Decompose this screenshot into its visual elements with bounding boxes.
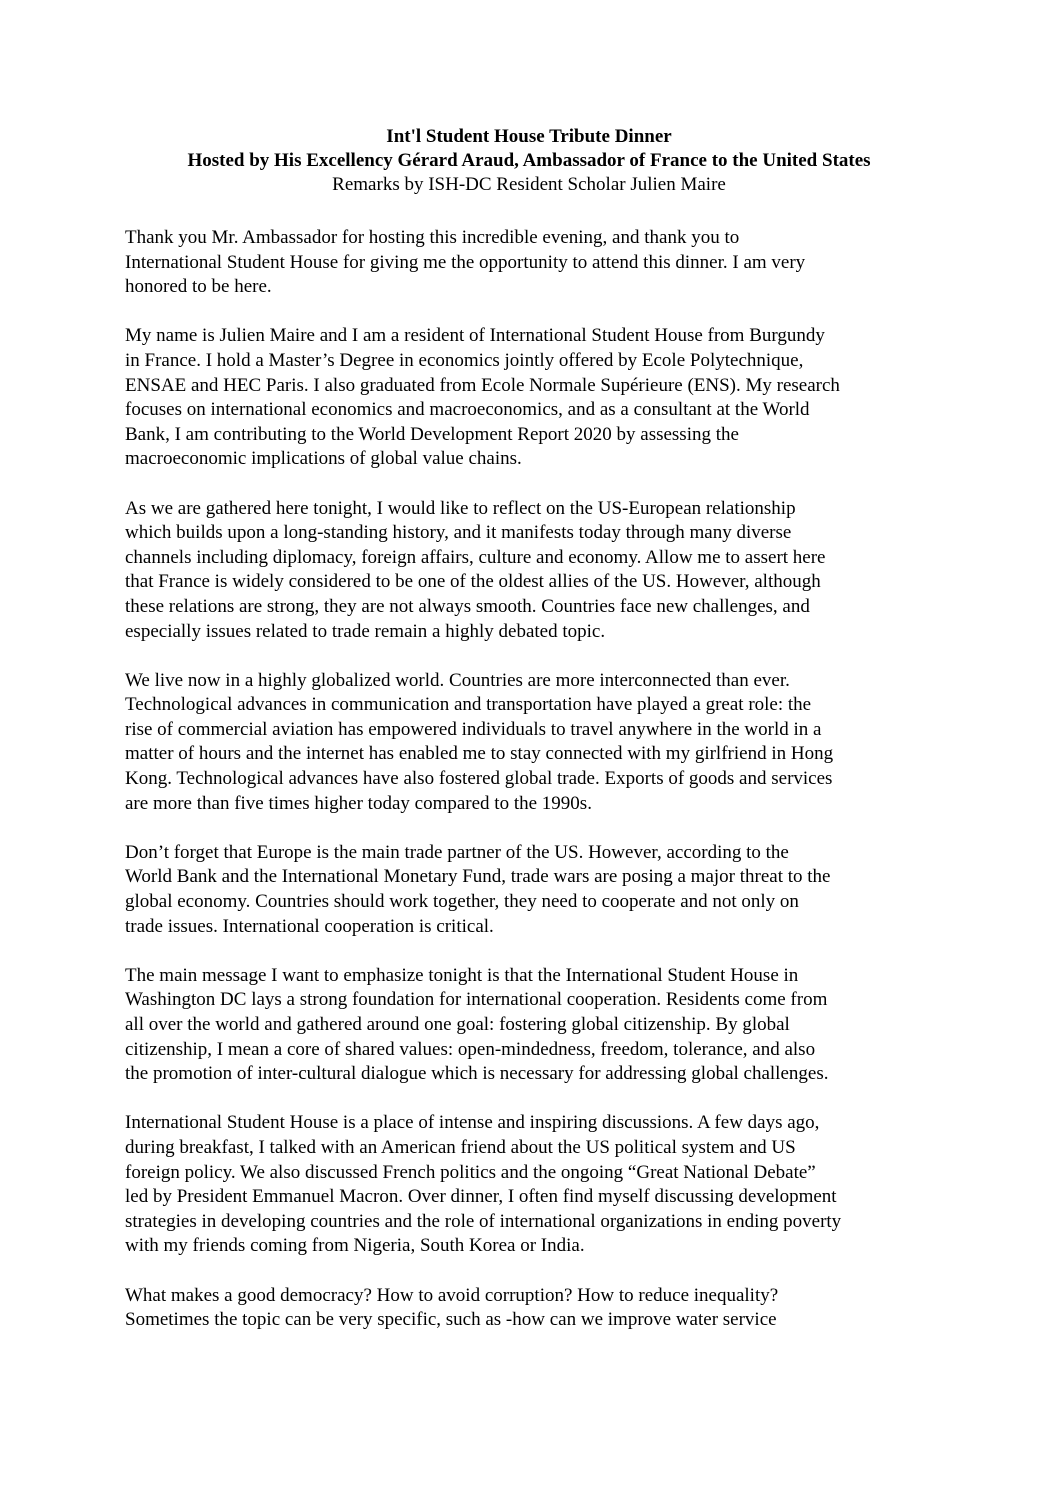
paragraph-line: ENSAE and HEC Paris. I also graduated from Ecole Normale Supérieure (ENS). My research <box>125 374 840 396</box>
paragraph-line: strategies in developing countries and the role of international organizations in ending poverty <box>125 1210 842 1232</box>
paragraph-line: What makes a good democracy? How to avoid corruption? How to reduce inequality? <box>125 1284 779 1306</box>
paragraph-line: matter of hours and the internet has enabled me to stay connected with my girlfriend in Hong <box>125 743 834 765</box>
paragraph-line: all over the world and gathered around one goal: fostering global citizenship. By global <box>125 1014 790 1035</box>
paragraph-line: macroeconomic implications of global value chains. <box>125 448 522 470</box>
paragraph-line: with my friends coming from Nigeria, South Korea or India. <box>125 1235 585 1257</box>
paragraph-line: that France is widely considered to be one of the oldest allies of the US. However, although <box>125 571 821 593</box>
body-paragraph <box>125 841 945 939</box>
paragraph-line: which builds upon a long-standing history, and it manifests today through many diverse <box>125 522 792 544</box>
paragraph-line: especially issues related to trade remain a highly debated topic. <box>125 620 606 642</box>
paragraph-line: led by President Emmanuel Macron. Over dinner, I often find myself discussing development <box>125 1186 837 1208</box>
document-title-line-1: Int'l Student House Tribute Dinner <box>386 126 672 147</box>
document-subtitle: Remarks by ISH-DC Resident Scholar Julien Maire <box>332 174 726 195</box>
body-paragraph <box>125 669 945 817</box>
paragraph-line: honored to be here. <box>125 276 272 298</box>
body-paragraph <box>125 1111 945 1259</box>
paragraph-line: rise of commercial aviation has empowered individuals to travel anywhere in the world in a <box>125 718 822 740</box>
paragraph-line: Washington DC lays a strong foundation for international cooperation. Residents come from <box>125 989 828 1011</box>
paragraph-line: foreign policy. We also discussed French politics and the ongoing “Great National Debate” <box>125 1161 816 1183</box>
paragraph-line: We live now in a highly globalized world. Countries are more interconnected than ever. <box>125 669 790 691</box>
paragraph-line: My name is Julien Maire and I am a resident of International Student House from Burgundy <box>125 325 825 347</box>
paragraph-line: are more than five times higher today compared to the 1990s. <box>125 792 592 814</box>
body-paragraph <box>125 226 945 300</box>
paragraph-line: the promotion of inter-cultural dialogue which is necessary for addressing global challenges. <box>125 1063 829 1085</box>
body-paragraph <box>125 964 945 1087</box>
paragraph-line: during breakfast, I talked with an American friend about the US political system and US <box>125 1136 796 1158</box>
paragraph-line: these relations are strong, they are not always smooth. Countries face new challenges, and <box>125 595 810 617</box>
paragraph-line: International Student House is a place of intense and inspiring discussions. A few days ago, <box>125 1112 820 1134</box>
paragraph-line: Sometimes the topic can be very specific, such as -how can we improve water service <box>125 1309 777 1331</box>
paragraph-line: Don’t forget that Europe is the main trade partner of the US. However, according to the <box>125 841 789 863</box>
paragraph-line: citizenship, I mean a core of shared values: open-mindedness, freedom, tolerance, and also <box>125 1038 816 1060</box>
paragraph-line: Technological advances in communication and transportation have played a great role: the <box>125 694 812 716</box>
paragraph-line: global economy. Countries should work together, they need to cooperate and not only on <box>125 891 799 913</box>
paragraph-line: trade issues. International cooperation is critical. <box>125 915 494 937</box>
paragraph-line: in France. I hold a Master’s Degree in economics jointly offered by Ecole Polytechnique, <box>125 349 804 371</box>
paragraph-line: Thank you Mr. Ambassador for hosting this incredible evening, and thank you to <box>125 227 740 248</box>
document-title-line-2: Hosted by His Excellency Gérard Araud, Ambassador of France to the United States <box>187 150 871 171</box>
paragraph-line: Kong. Technological advances have also fostered global trade. Exports of goods and services <box>125 768 833 790</box>
body-paragraph <box>125 1284 945 1333</box>
paragraph-line: International Student House for giving me the opportunity to attend this dinner. I am very <box>125 251 806 273</box>
body-paragraph <box>125 324 945 472</box>
paragraph-line: The main message I want to emphasize tonight is that the International Student House in <box>125 964 799 986</box>
body-paragraph <box>125 497 945 645</box>
paragraph-line: focuses on international economics and macroeconomics, and as a consultant at the World <box>125 399 810 421</box>
paragraph-line: Bank, I am contributing to the World Development Report 2020 by assessing the <box>125 423 739 445</box>
document-header <box>0 125 1058 197</box>
paragraph-line: World Bank and the International Monetary Fund, trade wars are posing a major threat to the <box>125 866 831 888</box>
paragraph-line: channels including diplomacy, foreign affairs, culture and economy. Allow me to assert here <box>125 546 826 568</box>
document-body <box>125 226 945 1357</box>
paragraph-line: As we are gathered here tonight, I would like to reflect on the US-European relationship <box>125 497 796 519</box>
